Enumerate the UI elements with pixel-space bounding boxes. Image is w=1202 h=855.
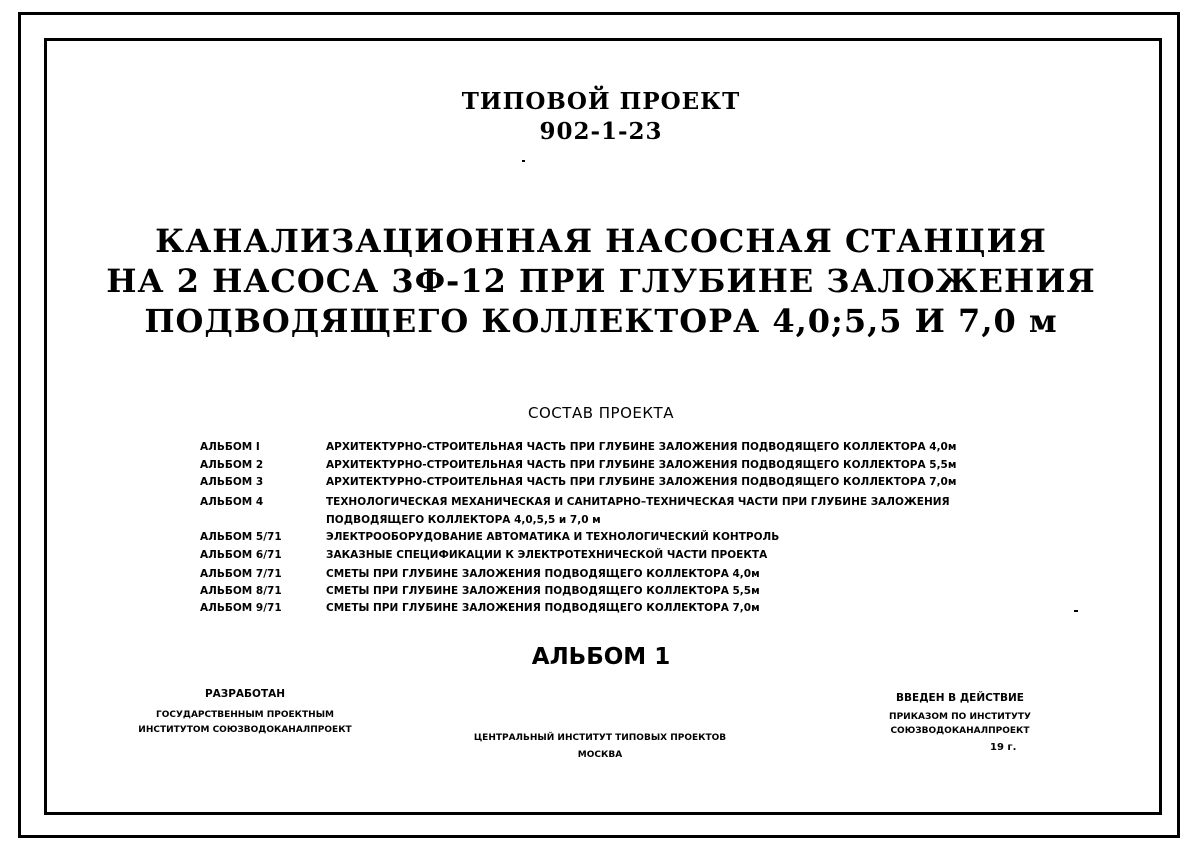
developer-heading: РАЗРАБОТАН — [204, 688, 286, 700]
album-description: АРХИТЕКТУРНО-СТРОИТЕЛЬНАЯ ЧАСТЬ ПРИ ГЛУБИНЕ ЗАЛОЖЕНИЯ ПОДВОДЯЩЕГО КОЛЛЕКТОРА 5,5м — [326, 459, 957, 471]
album-number: АЛЬБОМ 2 — [200, 459, 264, 471]
album-number: АЛЬБОМ 3 — [200, 476, 264, 488]
speck — [522, 160, 525, 162]
album-description: АРХИТЕКТУРНО-СТРОИТЕЛЬНАЯ ЧАСТЬ ПРИ ГЛУБИНЕ ЗАЛОЖЕНИЯ ПОДВОДЯЩЕГО КОЛЛЕКТОРА 7,0м — [326, 476, 957, 488]
album-description: ЗАКАЗНЫЕ СПЕЦИФИКАЦИИ К ЭЛЕКТРОТЕХНИЧЕСКОЙ ЧАСТИ ПРОЕКТА — [326, 549, 768, 561]
developer-line-2: ИНСТИТУТОМ СОЮЗВОДОКАНАЛПРОЕКТ — [138, 725, 352, 735]
album-number: АЛЬБОМ 9/71 — [200, 602, 282, 614]
album-number: АЛЬБОМ I — [200, 441, 260, 453]
album-description: ТЕХНОЛОГИЧЕСКАЯ МЕХАНИЧЕСКАЯ И САНИТАРНО–ТЕХНИЧЕСКАЯ ЧАСТИ ПРИ ГЛУБИНЕ ЗАЛОЖЕНИЯ — [326, 496, 950, 508]
project-type: ТИПОВОЙ ПРОЕКТ — [461, 88, 741, 115]
album-number: АЛЬБОМ 5/71 — [200, 531, 282, 543]
album-number: АЛЬБОМ 6/71 — [200, 549, 282, 561]
composition-heading: СОСТАВ ПРОЕКТА — [528, 404, 674, 422]
speck — [1074, 610, 1078, 612]
album-label: АЛЬБОМ 1 — [531, 644, 671, 670]
title-line-1: КАНАЛИЗАЦИОННАЯ НАСОСНАЯ СТАНЦИЯ — [155, 222, 1047, 260]
album-description: АРХИТЕКТУРНО-СТРОИТЕЛЬНАЯ ЧАСТЬ ПРИ ГЛУБИНЕ ЗАЛОЖЕНИЯ ПОДВОДЯЩЕГО КОЛЛЕКТОРА 4,0м — [326, 441, 957, 453]
developer-line-1: ГОСУДАРСТВЕННЫМ ПРОЕКТНЫМ — [156, 710, 334, 720]
album-description: ЭЛЕКТРООБОРУДОВАНИЕ АВТОМАТИКА И ТЕХНОЛОГИЧЕСКИЙ КОНТРОЛЬ — [326, 531, 780, 543]
album-description: СМЕТЫ ПРИ ГЛУБИНЕ ЗАЛОЖЕНИЯ ПОДВОДЯЩЕГО КОЛЛЕКТОРА 4,0м — [326, 568, 760, 580]
album-description: СМЕТЫ ПРИ ГЛУБИНЕ ЗАЛОЖЕНИЯ ПОДВОДЯЩЕГО КОЛЛЕКТОРА 7,0м — [326, 602, 760, 614]
album-description-continued: ПОДВОДЯЩЕГО КОЛЛЕКТОРА 4,0,5,5 и 7,0 м — [326, 514, 601, 526]
central-institute: ЦЕНТРАЛЬНЫЙ ИНСТИТУТ ТИПОВЫХ ПРОЕКТОВ — [473, 733, 727, 743]
album-number: АЛЬБОМ 7/71 — [200, 568, 282, 580]
album-number: АЛЬБОМ 4 — [200, 496, 264, 508]
album-description: СМЕТЫ ПРИ ГЛУБИНЕ ЗАЛОЖЕНИЯ ПОДВОДЯЩЕГО КОЛЛЕКТОРА 5,5м — [326, 585, 760, 597]
enacted-heading: ВВЕДЕН В ДЕЙСТВИЕ — [896, 692, 1024, 704]
title-line-3: ПОДВОДЯЩЕГО КОЛЛЕКТОРА 4,0;5,5 И 7,0 м — [144, 302, 1058, 340]
city: МОСКВА — [577, 750, 623, 760]
enacted-line-2: СОЮЗВОДОКАНАЛПРОЕКТ — [890, 726, 1030, 736]
project-number: 902-1-23 — [539, 118, 663, 145]
enacted-year: 19 г. — [990, 742, 1017, 753]
enacted-line-1: ПРИКАЗОМ ПО ИНСТИТУТУ — [889, 712, 1031, 722]
album-number: АЛЬБОМ 8/71 — [200, 585, 282, 597]
title-line-2: НА 2 НАСОСА 3Ф-12 ПРИ ГЛУБИНЕ ЗАЛОЖЕНИЯ — [106, 262, 1096, 300]
